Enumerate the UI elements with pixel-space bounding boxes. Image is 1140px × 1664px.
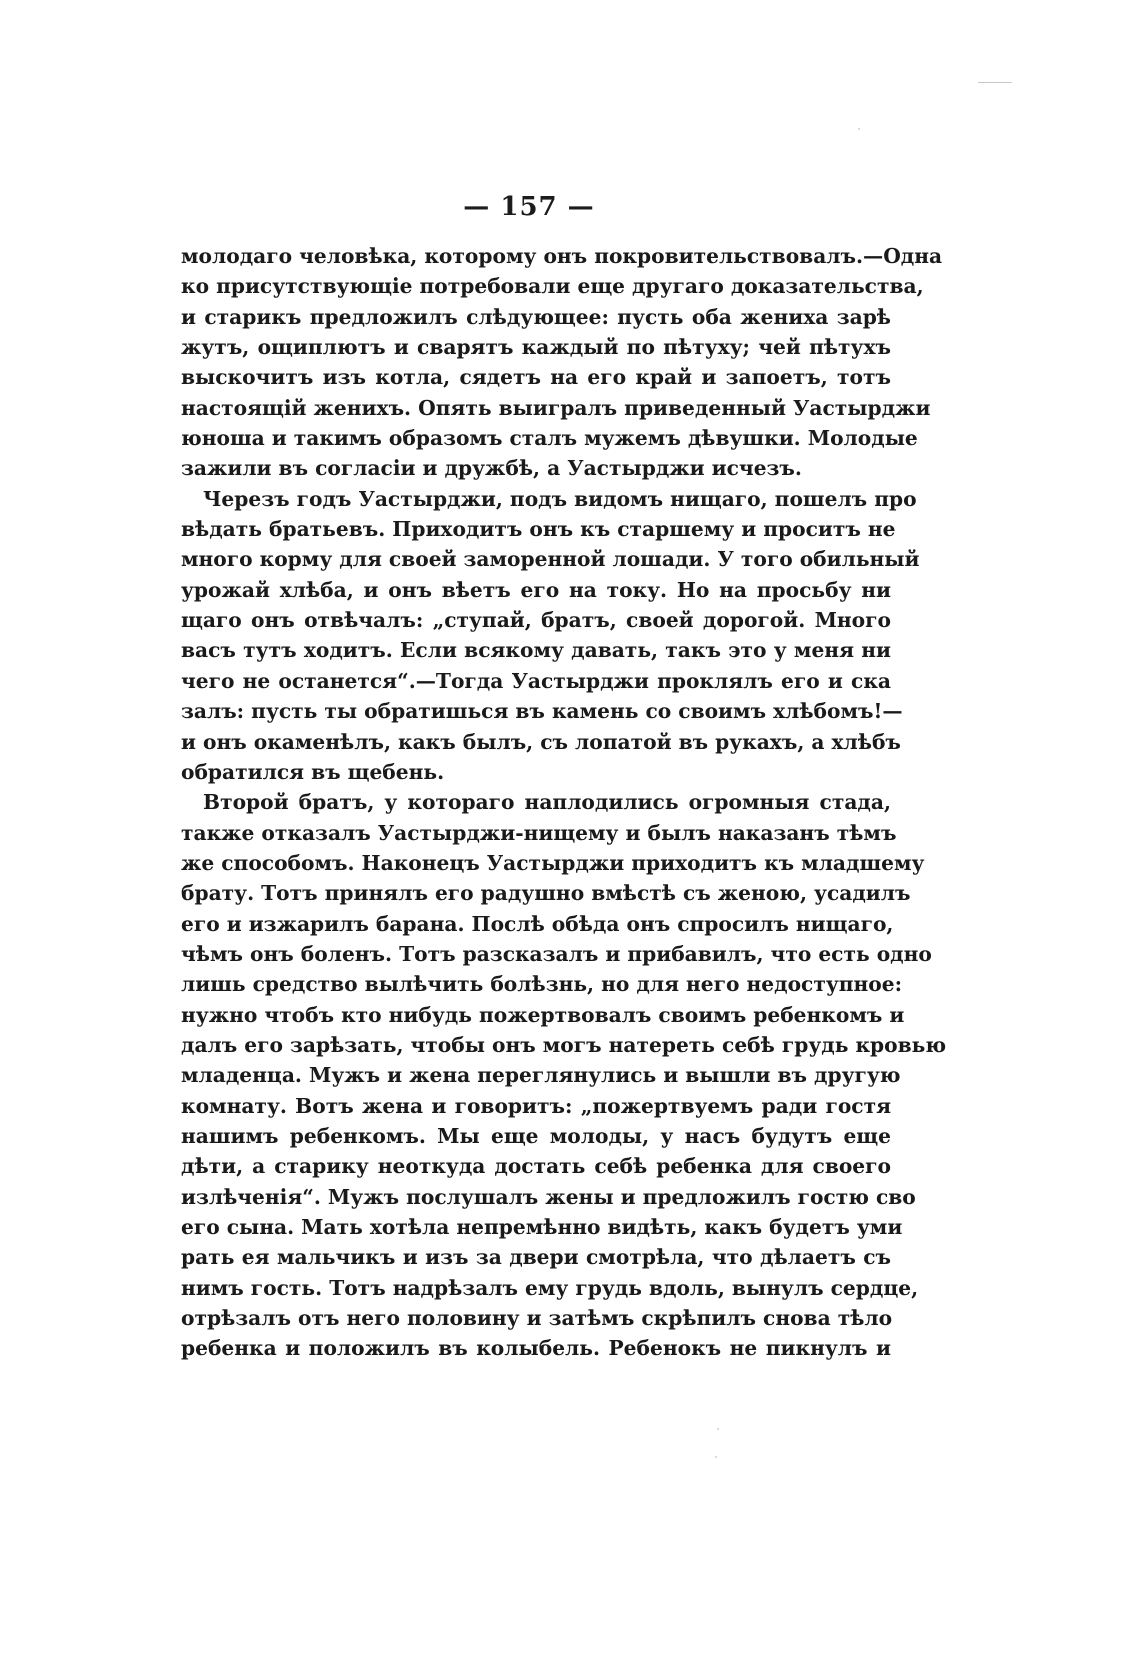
text-line: жутъ, ощиплютъ и сварятъ каждый по пѣтуху; чей пѣтухъ	[181, 335, 891, 360]
speck	[717, 1428, 719, 1430]
text-line: ко присутствующіе потребовали еще другаго доказательства,	[181, 274, 924, 299]
body-text	[181, 241, 947, 1364]
text-line: вѣдать братьевъ. Приходитъ онъ къ старшему и проситъ не	[181, 517, 896, 542]
text-line: комнату. Вотъ жена и говоритъ: „пожертвуемъ ради гостя	[181, 1093, 891, 1118]
text-line: чѣмъ онъ боленъ. Тотъ разсказалъ и прибавилъ, что есть одно	[181, 941, 932, 966]
text-line: настоящій женихъ. Опять выигралъ приведенный Уастырджи	[181, 395, 931, 420]
text-line: Второй братъ, у котораго наплодились огромныя стада,	[203, 790, 891, 815]
text-line: дѣти, а старику неоткуда достать себѣ ребенка для своего	[181, 1154, 891, 1179]
text-line: и онъ окаменѣлъ, какъ былъ, съ лопатой въ рукахъ, а хлѣбъ	[181, 729, 901, 754]
text-line: его сына. Мать хотѣла непремѣнно видѣть, какъ будетъ уми	[181, 1215, 903, 1239]
text-line: также отказалъ Уастырджи-нищему и былъ наказанъ тѣмъ	[181, 820, 897, 845]
text-line: чего не останется“.—Тогда Уастырджи проклялъ его и ска	[181, 668, 891, 693]
text-line: молодаго человѣка, которому онъ покровительствовалъ.—Одна	[181, 244, 943, 268]
text-line: залъ: пусть ты обратишься въ камень со своимъ хлѣбомъ!—	[181, 699, 903, 724]
text-line: далъ его зарѣзать, чтобы онъ могъ натереть себѣ грудь кровью	[181, 1032, 947, 1057]
text-line: обратился въ щебень.	[181, 759, 445, 784]
text-line: отрѣзалъ отъ него половину и затѣмъ скрѣпилъ снова тѣло	[181, 1306, 893, 1331]
text-line: же способомъ. Наконецъ Уастырджи приходитъ къ младшему	[181, 850, 925, 875]
text-line: лишь средство вылѣчить болѣзнь, но для него недоступное:	[181, 972, 903, 997]
text-line: младенца. Мужъ и жена переглянулись и вышли въ другую	[181, 1063, 901, 1088]
text-line: излѣченія“. Мужъ послушалъ жены и предложилъ гостю сво	[181, 1184, 916, 1209]
text-line: урожай хлѣба, и онъ вѣетъ его на току. Но на просьбу ни	[181, 577, 891, 602]
text-line: и старикъ предложилъ слѣдующее: пусть оба жениха зарѣ	[181, 304, 891, 329]
text-line: рать ея мальчикъ и изъ за двери смотрѣла, что дѣлаетъ съ	[181, 1245, 891, 1270]
speck	[715, 1456, 717, 1458]
text-line: ребенка и положилъ въ колыбель. Ребенокъ не пикнулъ и	[181, 1336, 891, 1361]
text-line: его и изжарилъ барана. Послѣ обѣда онъ спросилъ нищаго,	[181, 911, 894, 936]
text-line: юноша и такимъ образомъ сталъ мужемъ дѣвушки. Молодые	[181, 426, 918, 451]
text-line: брату. Тотъ принялъ его радушно вмѣстѣ съ женою, усадилъ	[181, 881, 911, 906]
text-line: зажили въ согласіи и дружбѣ, а Уастырджи исчезъ.	[181, 456, 802, 481]
text-line: Черезъ годъ Уастырджи, подъ видомъ нищаго, пошелъ про	[203, 486, 917, 511]
margin-mark	[978, 82, 1012, 83]
text-line: нашимъ ребенкомъ. Мы еще молоды, у насъ будутъ еще	[181, 1123, 891, 1148]
speck	[858, 128, 860, 130]
text-line: много корму для своей заморенной лошади. У того обильный	[181, 547, 920, 572]
text-line: нимъ гость. Тотъ надрѣзалъ ему грудь вдоль, вынулъ сердце,	[181, 1275, 919, 1300]
page-number: — 157 —	[463, 192, 595, 222]
text-line: щаго онъ отвѣчалъ: „ступай, братъ, своей дорогой. Много	[181, 608, 891, 633]
text-line: васъ тутъ ходитъ. Если всякому давать, такъ это у меня ни	[181, 638, 891, 663]
text-line: выскочитъ изъ котла, сядетъ на его край и запоетъ, тотъ	[181, 365, 891, 390]
text-line: нужно чтобъ кто нибудь пожертвовалъ своимъ ребенкомъ и	[181, 1002, 905, 1027]
